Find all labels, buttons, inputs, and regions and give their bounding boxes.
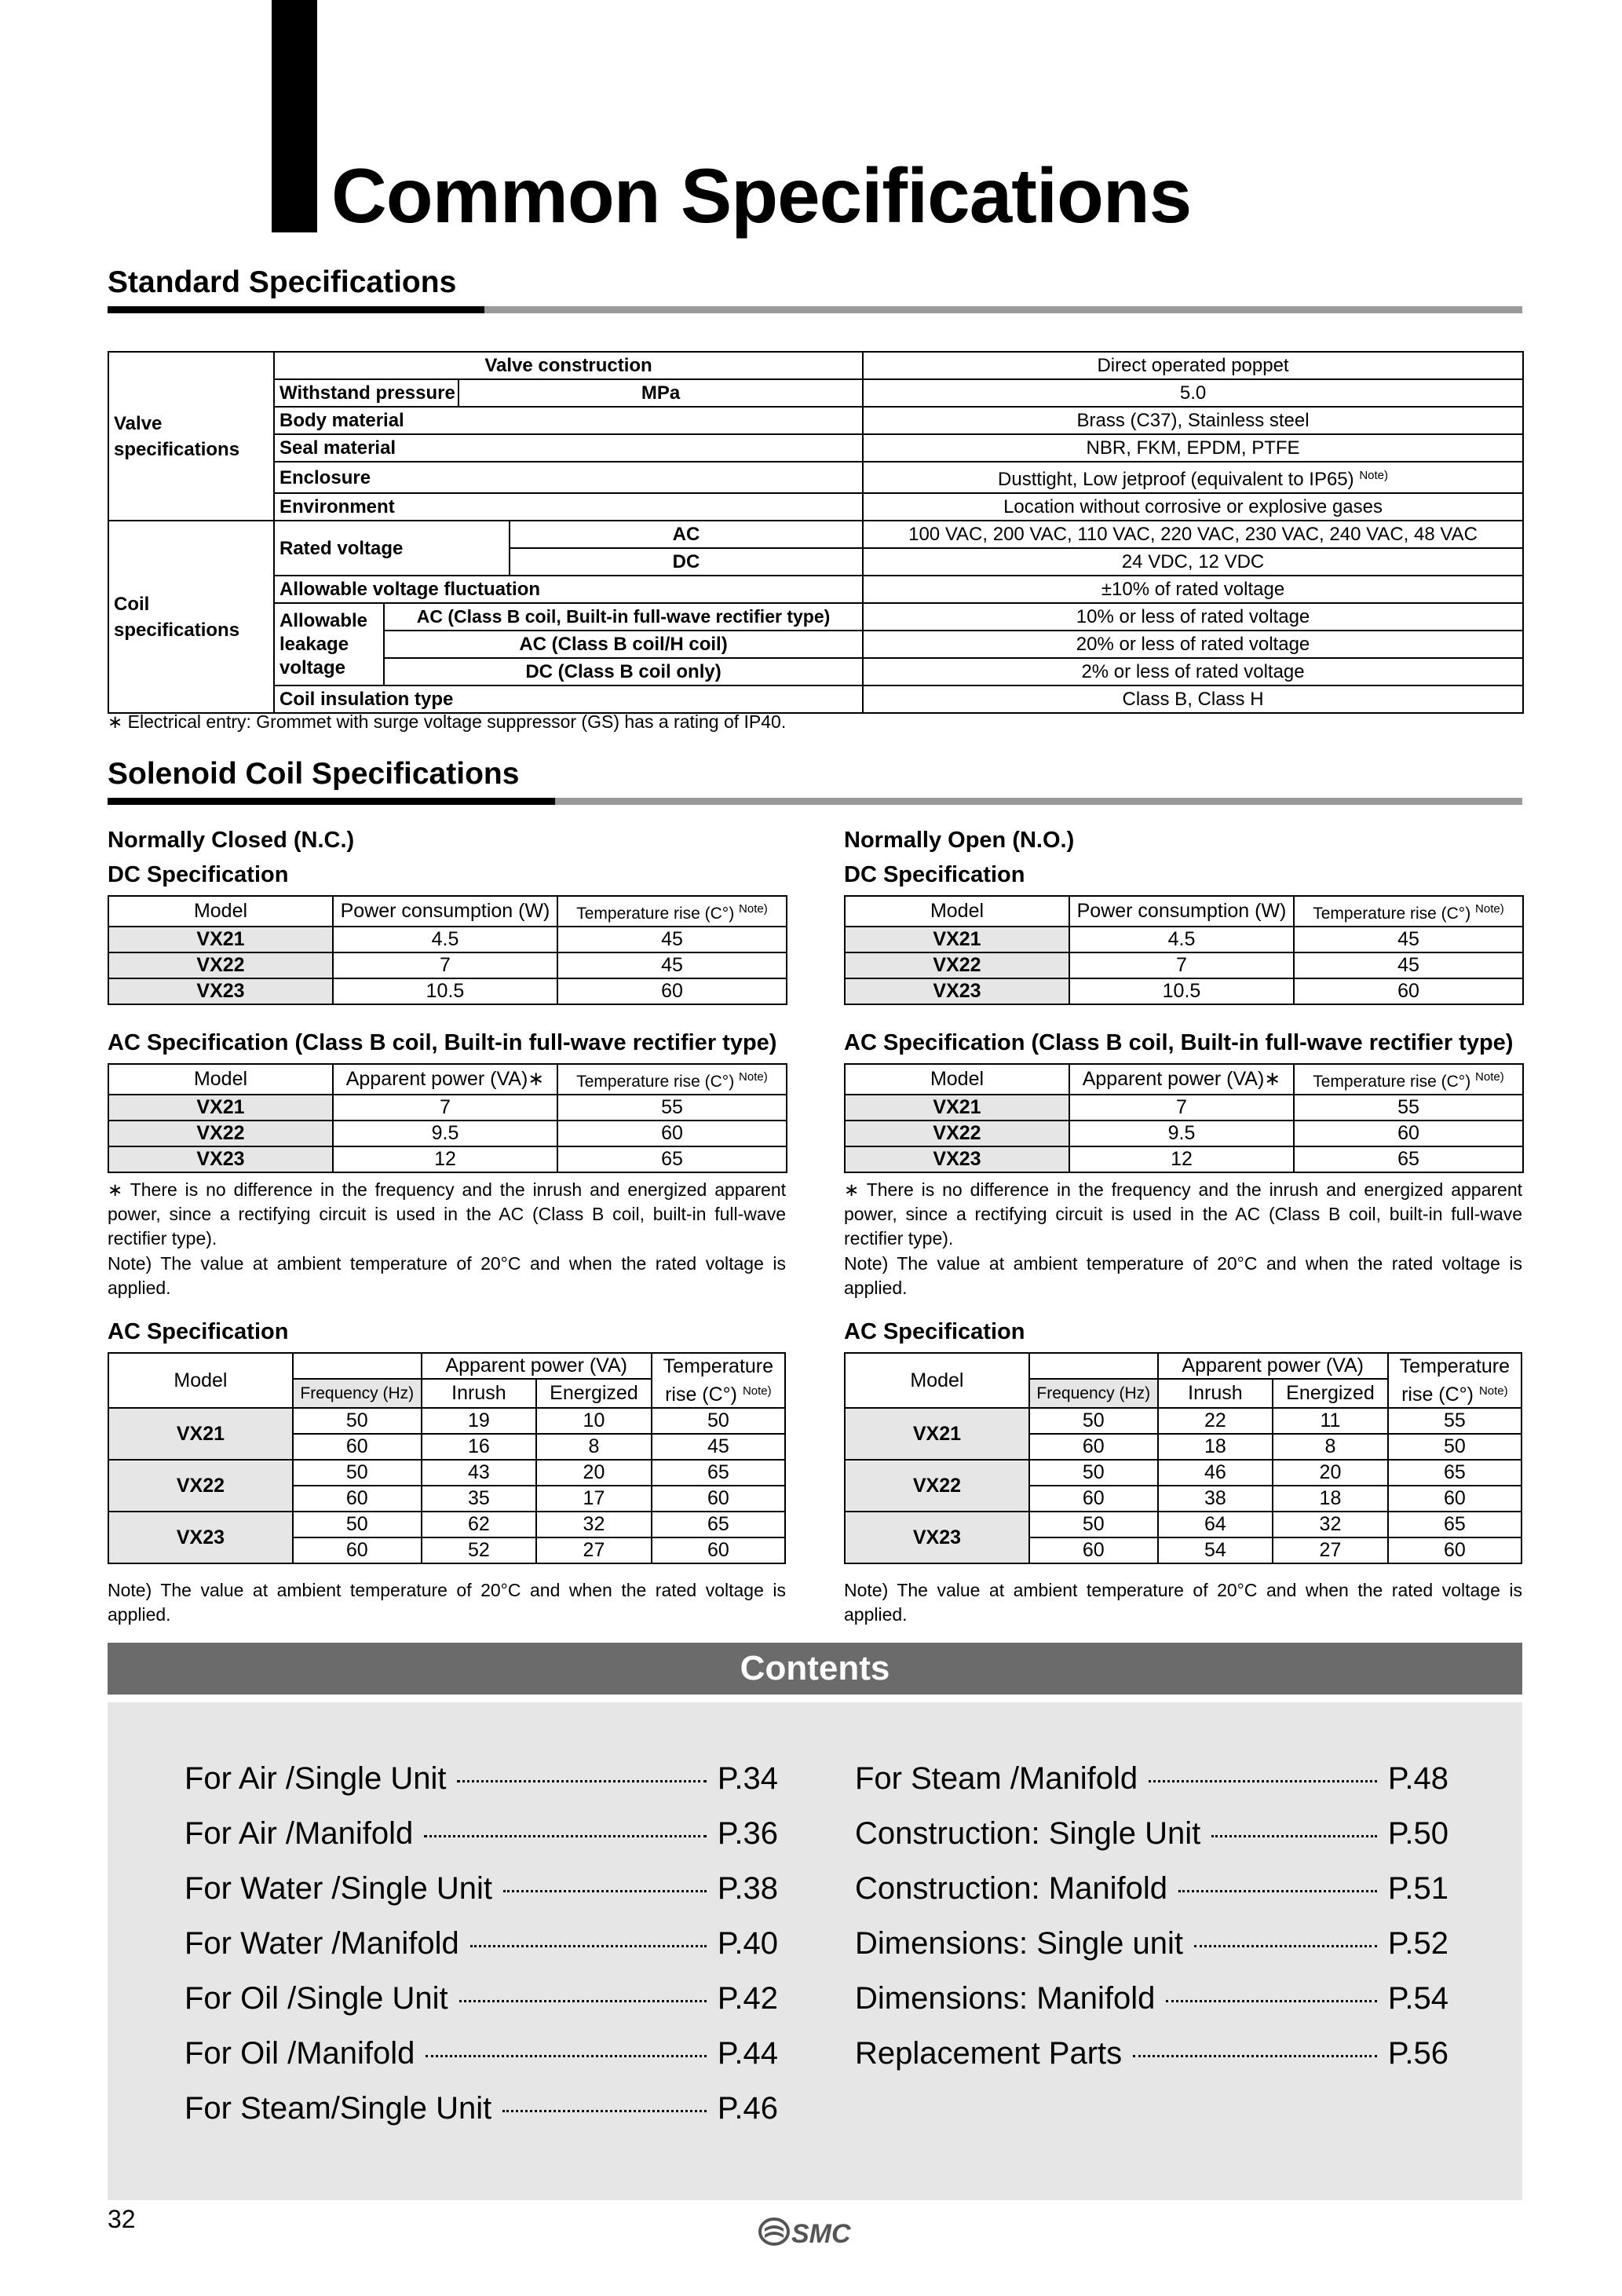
col-header: rise (C°) $^{Note)}$ [652, 1379, 785, 1408]
no-ac-heading: AC Specification [844, 1319, 1025, 1344]
toc-page: P.42 [717, 1981, 778, 2016]
solenoid-specs-heading: Solenoid Coil Specifications [108, 757, 520, 791]
logo-text: SMC [791, 2219, 851, 2249]
standard-specs-table [108, 351, 1524, 714]
spec-value: Brass (C37), Stainless steel [863, 407, 1523, 434]
col-header: Temperature [1388, 1353, 1522, 1379]
toc-page: P.48 [1387, 1761, 1448, 1796]
col-header: Temperature rise (C°) $^{Note)}$ [557, 896, 787, 927]
standard-footnote: ∗ Electrical entry: Grommet with surge voltage suppressor (GS) has a rating of IP40. [108, 711, 787, 732]
table-row [108, 352, 1523, 379]
col-header: Apparent power (VA)∗ [333, 1064, 557, 1095]
table-row [108, 434, 1523, 462]
toc-leader [1194, 1945, 1377, 1947]
group-label: Coil specifications [108, 521, 274, 713]
spec-label: Environment [274, 493, 863, 521]
spec-value: 100 VAC, 200 VAC, 110 VAC, 220 VAC, 230 VAC, 240 VAC, 48 VAC [863, 521, 1523, 548]
col-header: Model [845, 1064, 1069, 1095]
toc-label: For Steam /Manifold [855, 1761, 1138, 1796]
toc-page: P.56 [1387, 2036, 1448, 2071]
table-row: 60 38 18 60 [845, 1486, 1522, 1512]
col-header: Frequency (Hz) [293, 1379, 422, 1408]
no-temp-note: Note) The value at ambient temperature of 20°C and when the rated voltage is applied. [844, 1253, 1522, 1298]
nc-ac-rect-heading: AC Specification (Class B coil, Built-in full-wave rectifier type) [108, 1030, 777, 1055]
spec-unit: MPa [458, 379, 863, 407]
no-dc-table [844, 895, 1524, 1005]
spec-label: Rated voltage [274, 521, 510, 576]
toc-label: For Air /Single Unit [184, 1761, 447, 1796]
nc-heading: Normally Closed (N.C.) [108, 828, 355, 853]
table-row: VX21 7 55 [108, 1095, 787, 1121]
toc-page: P.52 [1387, 1926, 1448, 1961]
toc-link[interactable] [855, 1979, 1448, 2018]
spec-value: ±10% of rated voltage [863, 576, 1523, 603]
col-header: Model [108, 1064, 333, 1095]
nc-ac-table [108, 1352, 786, 1564]
col-header: Model [845, 1353, 1029, 1408]
table-row [108, 576, 1523, 603]
col-header: rise (C°) $^{Note)}$ [1388, 1379, 1522, 1408]
table-row: VX23 12 65 [108, 1146, 787, 1172]
spec-label: Seal material [274, 434, 863, 462]
no-ac-table [844, 1352, 1522, 1564]
toc-link[interactable] [855, 1814, 1448, 1853]
spec-value: 24 VDC, 12 VDC [863, 548, 1523, 576]
group-label: Valve specifications [108, 352, 274, 521]
no-star-note: ∗ There is no difference in the frequency and the inrush and energized apparent power, since a rectifying circuit is used in the AC (Class B coil, built-in full-wave rectifier type). [844, 1179, 1522, 1249]
page-number: 32 [108, 2205, 136, 2233]
table-row: VX22 7 45 [845, 952, 1523, 978]
toc-label: Dimensions: Manifold [855, 1981, 1156, 2016]
page-title: Common Specifications [331, 152, 1192, 239]
toc-link[interactable] [855, 1924, 1448, 1963]
col-header: Temperature [652, 1353, 785, 1379]
col-header: Power consumption (W) [333, 896, 557, 927]
table-row [108, 521, 1523, 548]
title-accent-bar [272, 0, 317, 232]
table-header-row [108, 1353, 785, 1379]
toc-leader [502, 2110, 707, 2112]
table-row: VX23 10.5 60 [845, 978, 1523, 1004]
toc-page: P.36 [717, 1816, 778, 1851]
toc-link[interactable] [184, 2089, 778, 2128]
spec-value: NBR, FKM, EPDM, PTFE [863, 434, 1523, 462]
no-ac-temp-note: Note) The value at ambient temperature of 20°C and when the rated voltage is applied. [844, 1580, 1522, 1625]
toc-leader [424, 1835, 707, 1837]
col-header: Model [845, 896, 1069, 927]
col-header: Model [108, 896, 333, 927]
spec-label: Allowable voltage fluctuation [274, 576, 863, 603]
table-row: VX22 7 45 [108, 952, 787, 978]
table-row [108, 407, 1523, 434]
spec-value: 2% or less of rated voltage [863, 658, 1523, 686]
col-header: Inrush [422, 1379, 537, 1408]
table-row: VX23 50 62 32 65 [108, 1512, 785, 1537]
nc-dc-heading: DC Specification [108, 862, 289, 887]
spec-label: Withstand pressure [274, 379, 458, 407]
table-row: VX21 4.5 45 [845, 927, 1523, 952]
toc-page: P.34 [717, 1761, 778, 1796]
toc-link[interactable] [184, 2034, 778, 2073]
toc-leader [503, 1890, 707, 1892]
toc-link[interactable] [184, 1759, 778, 1798]
toc-link[interactable] [184, 1869, 778, 1908]
table-header-row [845, 1353, 1522, 1379]
toc-label: Construction: Manifold [855, 1871, 1167, 1906]
no-dc-heading: DC Specification [844, 862, 1025, 887]
spec-sub-label: AC (Class B coil/H coil) [384, 631, 863, 658]
spec-value: Dusttight, Low jetproof (equivalent to IP65) $^{Note)}$ [863, 462, 1523, 493]
col-header: Apparent power (VA)∗ [1069, 1064, 1294, 1095]
spec-label: Enclosure [274, 462, 863, 493]
toc-leader [459, 2000, 707, 2002]
table-header-row [108, 1064, 787, 1095]
table-row: 60 52 27 60 [108, 1537, 785, 1563]
contents-heading: Contents [108, 1643, 1522, 1695]
table-header-row [108, 896, 787, 927]
toc-label: For Oil /Single Unit [184, 1981, 448, 2016]
table-row [108, 686, 1523, 713]
spec-value: Location without corrosive or explosive gases [863, 493, 1523, 521]
toc-link[interactable] [184, 1924, 778, 1963]
toc-page: P.38 [717, 1871, 778, 1906]
nc-temp-note: Note) The value at ambient temperature of 20°C and when the rated voltage is applied. [108, 1253, 786, 1298]
table-row: VX21 7 55 [845, 1095, 1523, 1121]
col-header: Power consumption (W) [1069, 896, 1294, 927]
smc-logo [758, 2214, 876, 2249]
spec-value: 10% or less of rated voltage [863, 603, 1523, 631]
contents-panel [108, 1702, 1522, 2200]
col-header: Inrush [1158, 1379, 1273, 1408]
table-row: VX22 9.5 60 [845, 1121, 1523, 1146]
table-row [108, 603, 1523, 631]
toc-page: P.54 [1387, 1981, 1448, 2016]
toc-leader [1166, 2000, 1376, 2002]
spec-sub-label: DC (Class B coil only) [384, 658, 863, 686]
col-header: Temperature rise (C°) $^{Note)}$ [1294, 1064, 1523, 1095]
toc-leader [426, 2055, 706, 2057]
spec-label: Body material [274, 407, 863, 434]
table-row: VX23 12 65 [845, 1146, 1523, 1172]
toc-page: P.40 [717, 1926, 778, 1961]
table-row [108, 493, 1523, 521]
no-ac-rect-heading: AC Specification (Class B coil, Built-in full-wave rectifier type) [844, 1030, 1514, 1055]
toc-label: For Air /Manifold [184, 1816, 414, 1851]
toc-page: P.50 [1387, 1816, 1448, 1851]
table-row [108, 379, 1523, 407]
toc-link[interactable] [855, 1759, 1448, 1798]
table-row [108, 462, 1523, 493]
table-row: 60 18 8 50 [845, 1434, 1522, 1460]
toc-label: Dimensions: Single unit [855, 1926, 1183, 1961]
standard-specs-heading: Standard Specifications [108, 265, 457, 299]
toc-label: For Oil /Manifold [184, 2036, 415, 2071]
col-header: Temperature rise (C°) $^{Note)}$ [557, 1064, 787, 1095]
table-row: VX23 10.5 60 [108, 978, 787, 1004]
spec-label: Valve construction [274, 352, 863, 379]
table-row: VX22 9.5 60 [108, 1121, 787, 1146]
spec-value: 20% or less of rated voltage [863, 631, 1523, 658]
table-row: 60 54 27 60 [845, 1537, 1522, 1563]
nc-ac-rect-table [108, 1063, 787, 1173]
table-row: 60 16 8 45 [108, 1434, 785, 1460]
col-header: Frequency (Hz) [1029, 1379, 1158, 1408]
table-row: VX23 50 64 32 65 [845, 1512, 1522, 1537]
col-header: Temperature rise (C°) $^{Note)}$ [1294, 896, 1523, 927]
table-row: VX22 50 46 20 65 [845, 1460, 1522, 1486]
nc-dc-table [108, 895, 787, 1005]
toc-leader [1133, 2055, 1377, 2057]
section-rule [108, 306, 1522, 313]
no-ac-rect-table [844, 1063, 1524, 1173]
toc-leader [457, 1780, 706, 1782]
col-header: Apparent power (VA) [422, 1353, 652, 1379]
toc-link[interactable] [184, 1979, 778, 2018]
col-header: Apparent power (VA) [1158, 1353, 1388, 1379]
spec-sub-label: DC [510, 548, 863, 576]
table-row: 60 35 17 60 [108, 1486, 785, 1512]
nc-star-note: ∗ There is no difference in the frequency and the inrush and energized apparent power, since a rectifying circuit is used in the AC (Class B coil, built-in full-wave rectifier type). [108, 1179, 786, 1249]
toc-leader [1178, 1890, 1377, 1892]
nc-ac-heading: AC Specification [108, 1319, 289, 1344]
spec-sub-label: AC [510, 521, 863, 548]
section-rule [108, 798, 1522, 805]
no-heading: Normally Open (N.O.) [844, 828, 1075, 853]
spec-value: Class B, Class H [863, 686, 1523, 713]
spec-label: Coil insulation type [274, 686, 863, 713]
table-row: VX21 4.5 45 [108, 927, 787, 952]
col-header: Model [108, 1353, 293, 1408]
toc-label: Construction: Single Unit [855, 1816, 1201, 1851]
col-header: Energized [1273, 1379, 1388, 1408]
toc-page: P.44 [717, 2036, 778, 2071]
table-row: VX21 50 22 11 55 [845, 1408, 1522, 1434]
toc-page: P.51 [1387, 1871, 1448, 1906]
toc-leader [470, 1945, 707, 1947]
spec-sub-label: AC (Class B coil, Built-in full-wave rectifier type) [384, 603, 863, 631]
spec-value: 5.0 [863, 379, 1523, 407]
toc-label: For Water /Manifold [184, 1926, 459, 1961]
toc-label: For Water /Single Unit [184, 1871, 492, 1906]
spec-label: Allowable leakage voltage [274, 603, 384, 686]
table-header-row [845, 1064, 1523, 1095]
toc-link[interactable] [184, 1814, 778, 1853]
toc-label: Replacement Parts [855, 2036, 1123, 2071]
table-row: VX22 50 43 20 65 [108, 1460, 785, 1486]
col-header: Energized [536, 1379, 652, 1408]
toc-label: For Steam/Single Unit [184, 2091, 492, 2126]
table-header-row [845, 896, 1523, 927]
toc-leader [1149, 1780, 1377, 1782]
nc-ac-temp-note: Note) The value at ambient temperature of 20°C and when the rated voltage is applied. [108, 1580, 786, 1625]
toc-link[interactable] [855, 1869, 1448, 1908]
spec-value: Direct operated poppet [863, 352, 1523, 379]
toc-link[interactable] [855, 2034, 1448, 2073]
table-row: VX21 50 19 10 50 [108, 1408, 785, 1434]
toc-page: P.46 [717, 2091, 778, 2126]
toc-leader [1211, 1835, 1377, 1837]
